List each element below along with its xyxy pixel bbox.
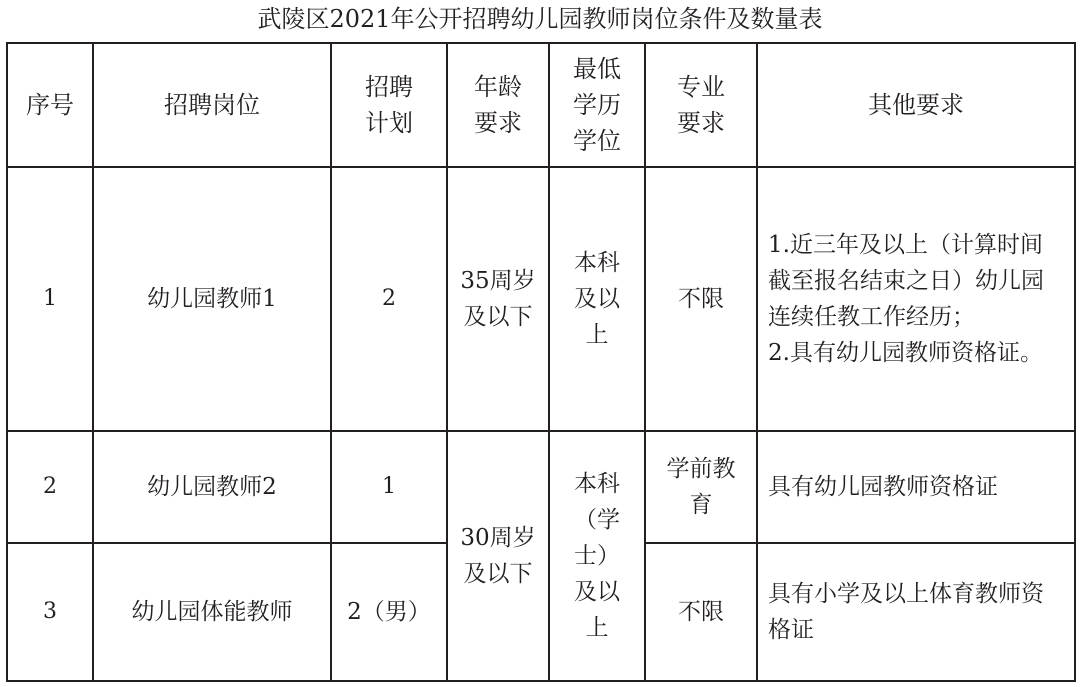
cell-education: 本科 及以 上 [549,167,645,431]
cell-other: 1.近三年及以上（计算时间截至报名结束之日）幼儿园连续任教工作经历； 2.具有幼儿园教师资格证。 [757,167,1075,431]
header-position: 招聘岗位 [93,43,331,167]
cell-age: 35周岁 及以下 [447,167,549,431]
cell-position: 幼儿园体能教师 [93,543,331,681]
cell-index: 3 [7,543,93,681]
cell-major: 不限 [645,543,757,681]
table-row [7,167,1075,431]
header-plan: 招聘 计划 [331,43,447,167]
cell-major: 不限 [645,167,757,431]
header-education: 最低 学历 学位 [549,43,645,167]
cell-education: 本科 （学 士） 及以 上 [549,431,645,681]
cell-index: 1 [7,167,93,431]
cell-position: 幼儿园教师1 [93,167,331,431]
cell-other: 具有小学及以上体育教师资格证 [757,543,1075,681]
header-age: 年龄 要求 [447,43,549,167]
header-major: 专业 要求 [645,43,757,167]
cell-plan: 2 [331,167,447,431]
cell-position: 幼儿园教师2 [93,431,331,543]
recruitment-table [6,42,1076,682]
cell-plan: 1 [331,431,447,543]
table-header-row [7,43,1075,167]
page-title: 武陵区2021年公开招聘幼儿园教师岗位条件及数量表 [257,5,823,33]
cell-plan: 2（男） [331,543,447,681]
cell-other: 具有幼儿园教师资格证 [757,431,1075,543]
header-other: 其他要求 [757,43,1075,167]
cell-index: 2 [7,431,93,543]
cell-age: 30周岁 及以下 [447,431,549,681]
cell-major: 学前教 育 [645,431,757,543]
header-index: 序号 [7,43,93,167]
table-row [7,431,1075,543]
